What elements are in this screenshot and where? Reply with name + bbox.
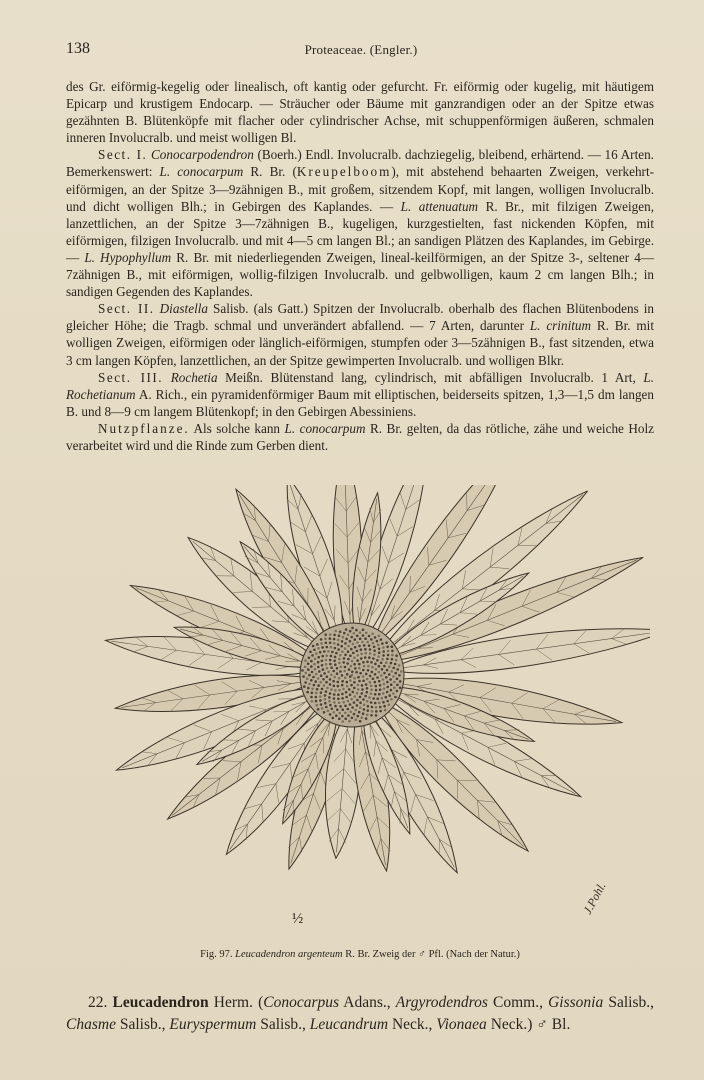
paragraph-sect-2: [66, 300, 654, 368]
sect-3-text-2: A. Rich., ein pyramidenförmiger Baum mit elliptischen, beiderseits spitzen, 1,3—1,5 dm langen B. und 8—9 cm langem Blütenkopf; in den Gebirgen Abessiniens.: [66, 386, 654, 419]
use-label: Nutzpflanze.: [98, 420, 190, 436]
species-crinitum: L. crinitum: [529, 318, 592, 334]
caption-text: R. Br. Zweig der ♂ Pfl. (Nach der Natur.): [342, 949, 520, 960]
synonym-author-6: Neck.,: [388, 1016, 437, 1033]
synonym-argyrodendros: Argyrodendros: [395, 994, 488, 1011]
sect-2-text-1: Salisb. (als Gatt.) Spitzen der Involucralb. oberhalb des flachen Blütenbodens in gleicher Höhe; die Tragb. schmal und unverändert abfallend. — 7 Arten, darunter: [66, 301, 654, 334]
sect-2-label: Sect. II.: [98, 301, 155, 317]
sect-3-name: Rochetia: [170, 369, 218, 385]
flower-drawing: [70, 485, 650, 945]
sect-1-text-1: (Boerh.) Endl. Involucralb. dachziegelig, bleibend, erhärtend. — 16 Arten. Bemerkenswert:: [66, 147, 654, 180]
artist-signature: J.Pohl.: [580, 879, 609, 917]
paragraph-sect-3: [66, 369, 654, 420]
species-conocarpum-use: L. conocarpum: [284, 420, 366, 436]
scale-mark: ½: [292, 911, 304, 927]
sect-1-text-4: R. Br., mit filzigen Zweigen, lanzettlichen, an der Spitze 3—7zähnigen B., kugeligen, kurzgestielten, fast nickenden Köpfen, mit eiförmigen, filzigen Involucralb. und mit 4—5 cm langen Bl.; an sandigen Plätzen des Kaplandes, im Gebirge. —: [66, 198, 655, 265]
sect-1-text-2: R. Br. (: [243, 164, 297, 180]
page-number: 138: [66, 40, 90, 57]
figure-leucadendron-illustration: [70, 485, 650, 945]
sect-2-name: Diastella: [159, 301, 208, 317]
synonym-vionaea: Vionaea: [436, 1016, 487, 1033]
synonym-author-3: Salisb.,: [603, 994, 654, 1011]
species-hypophyllum: L. Hypophyllum: [84, 249, 172, 265]
figure-caption: [66, 949, 654, 960]
synonym-author-4: Salisb.,: [115, 1016, 170, 1033]
synonym-leucandrum: Leucandrum: [309, 1016, 389, 1033]
synonym-chasme: Chasme: [66, 1016, 116, 1033]
sect-1-text-5: R. Br. mit niederliegenden Zweigen, lineal-keilförmigen, an der Spitze 3-, seltener 4—7zähnigen B., mit eiförmigen, wollig-filzigen Involucralb. und gelbwolligen, kaum 2 cm langen Blh.; in sandigen Gegenden des Kaplandes.: [66, 249, 655, 300]
sect-1-text-3: ), mit abstehend behaarten Zweigen, verkehrt-eiförmigen, an der Spitze 3—9zähnigen B., mit großem, sitzendem Kopf, mit langen, wolligen Involucralb. und dicht wolligen Blh.; in Gebirgen des Kaplandes. —: [66, 164, 655, 214]
genus-name: Leucadendron: [112, 994, 209, 1011]
synonym-conocarpus: Conocarpus: [263, 994, 340, 1011]
synonym-author-2: Comm.,: [487, 994, 549, 1011]
caption-species: Leucadendron argenteum: [235, 949, 343, 960]
flower-head: [300, 623, 404, 727]
synonym-euryspermum: Euryspermum: [169, 1016, 257, 1033]
species-conocarpum: L. conocarpum: [159, 164, 244, 180]
running-title: Proteaceae. (Engler.): [304, 42, 418, 57]
genus-author: Herm. (: [208, 994, 264, 1011]
paragraph-use: [66, 420, 654, 454]
use-text-2: R. Br. gelten, da das rötliche, zähe und weiche Holz verarbeitet wird und die Rinde zum Gerben dient.: [66, 420, 654, 453]
common-name: Kreupelboom: [296, 164, 392, 180]
synonym-author-5: Salisb.,: [256, 1016, 310, 1033]
paragraph-sect-1: [66, 146, 654, 300]
genus-entry: [66, 992, 654, 1036]
synonym-author-1: Adans.,: [339, 994, 396, 1011]
sect-1-label: Sect. I.: [98, 147, 148, 163]
sect-3-label: Sect. III.: [98, 369, 164, 385]
running-head: [66, 40, 656, 62]
synonym-gissonia: Gissonia: [548, 994, 604, 1011]
use-text-1: Als solche kann: [189, 420, 285, 436]
species-attenuatum: L. attenuatum: [400, 198, 479, 214]
caption-label: Fig. 97.: [200, 949, 233, 960]
paragraph-intro: des Gr. eiförmig-kegelig oder linealisch, oft kantig oder gefurcht. Fr. eiförmig oder kugelig, mit häutigem Epicarp und krustigem Endocarp. — Sträucher oder Bäume mit ganzrandigen oder an der Spitze etwas gezähnten B. Blütenköpfe mit flacher oder cylindrischer Achse, mit schuppenförmigen äußeren, schmalen inneren Involucralb. und meist wolligen Bl.: [66, 79, 654, 146]
sect-2-text-2: R. Br. mit wolligen Zweigen, eiförmigen oder länglich-eiförmigen, stumpfen oder 3—5zähnigen B., fast sitzenden, etwa 3 cm langen Köpfen, lanzettlichen, an der Spitze gewimperten Involucralb. und wolligen Blkr.: [66, 318, 654, 368]
sect-3-text-1: Meißn. Blütenstand lang, cylindrisch, mit abfälligen Involucralb. 1 Art,: [217, 369, 644, 385]
synonym-author-7: Neck.) ♂ Bl.: [486, 1016, 571, 1033]
sect-1-name: Conocarpodendron: [151, 147, 254, 163]
genus-number: 22.: [88, 994, 108, 1011]
species-rochetianum: L. Rochetianum: [66, 369, 654, 402]
body-text: [66, 78, 654, 454]
